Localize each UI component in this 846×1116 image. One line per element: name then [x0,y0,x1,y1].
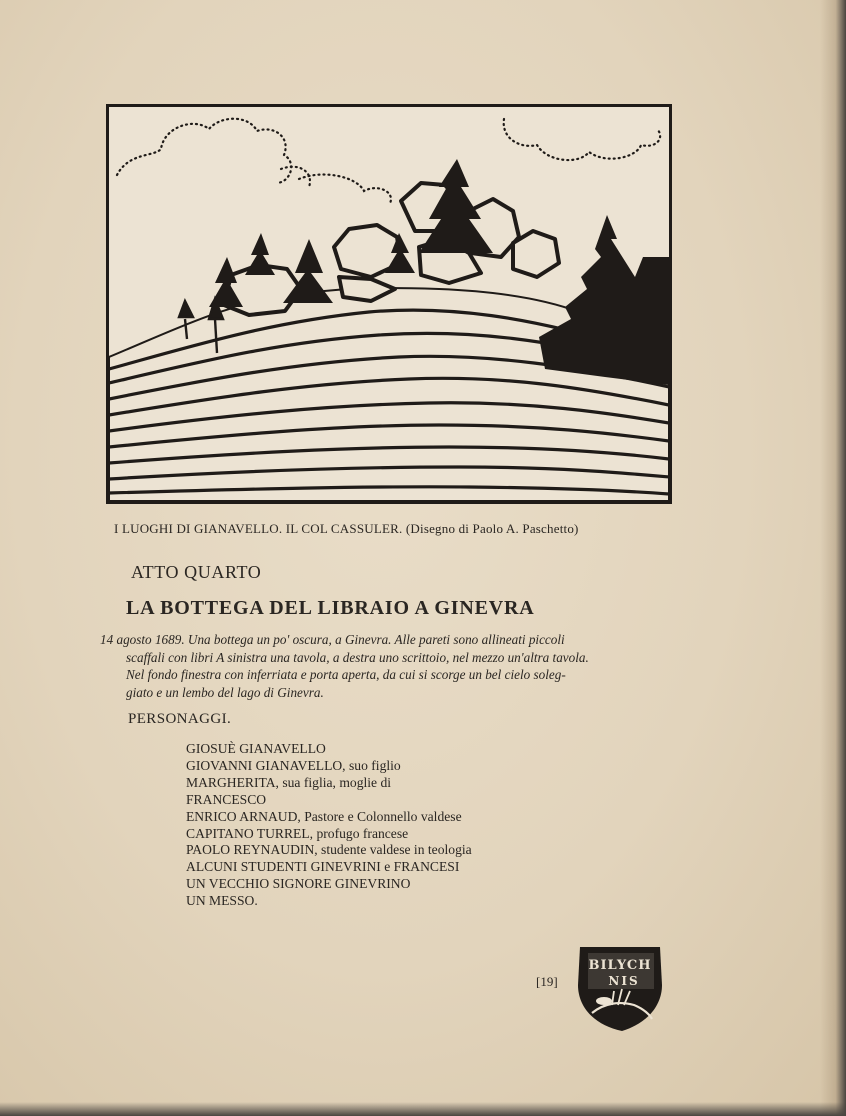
svg-text:NIS: NIS [608,974,640,988]
stage-direction-line: 14 agosto 1689. Una bottega un po' oscura, a Ginevra. Alle pareti sono allineati piccoli [100,632,565,647]
cast-member: ENRICO ARNAUD, Pastore e Colonnello valdese [186,808,462,824]
page-number: [19] [536,974,558,989]
cast-member: ALCUNI STUDENTI GINEVRINI e FRANCESI [186,859,460,875]
stage-direction-line: giato e un lembo del lago di Ginevra. [126,684,324,700]
cast-member: UN VECCHIO SIGNORE GINEVRINO [186,876,411,892]
act-heading: ATTO QUARTO [131,562,262,582]
scene-title: LA BOTTEGA DEL LIBRAIO A GINEVRA [126,597,535,619]
personaggi-heading: PERSONAGGI. [128,711,232,727]
cast-member: UN MESSO. [186,893,258,909]
woodcut-illustration [106,104,672,504]
stage-direction [100,631,680,701]
cast-member: MARGHERITA, sua figlia, moglie di [186,774,392,790]
cast-member: GIOSUÈ GIANAVELLO [186,741,326,756]
page-edge-right [820,0,846,1116]
stage-direction-line: Nel fondo finestra con inferriata e porta aperta, da cui si scorge un bel cielo soleg- [126,667,566,683]
cast-member: PAOLO REYNAUDIN, studente valdese in teologia [186,842,472,858]
illustration-caption: I LUOGHI DI GIANAVELLO. IL COL CASSULER. (Disegno di Paolo A. Paschetto) [114,521,579,536]
bilychnis-colophon-logo [574,943,666,1033]
page-edge-bottom [0,1102,846,1116]
stage-direction-line: scaffali con libri A sinistra una tavola, a destra uno scrittoio, nel mezzo un'altra tavola. [126,649,589,665]
cast-member: FRANCESCO [186,791,267,807]
cast-list [186,741,472,910]
svg-text:BILYCH: BILYCH [588,958,652,973]
cast-member: CAPITANO TURREL, profugo francese [186,825,409,841]
cast-member: GIOVANNI GIANAVELLO, suo figlio [186,757,401,773]
